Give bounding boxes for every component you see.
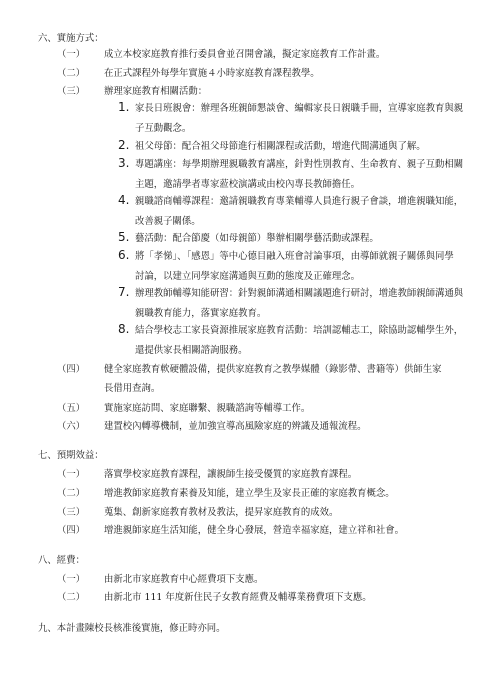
sub-item-3-line-1: 專題講座：每學期辦理親職教育講座，針對性別教育、生命教育、親子互動相關 xyxy=(135,159,464,170)
section-6-item-4-line-2: 長借用查詢。 xyxy=(104,383,161,394)
sub-item-3-number: 3. xyxy=(118,156,130,170)
sub-item-7-line-1: 辦理教師輔導知能研習：針對親師溝通相關議題進行研討，增進教師親師溝通與 xyxy=(135,288,464,299)
section-7-item-3-number: （三） xyxy=(57,507,86,518)
section-7-item-2-text: 增進教師家庭教育素養及知能，建立學生及家長正確的家庭教育概念。 xyxy=(104,488,395,499)
sub-item-5-line-1: 藝活動：配合節慶（如母親節）舉辦相關學藝活動或課程。 xyxy=(135,233,379,244)
section-6-item-4-line-1: 健全家庭教育軟硬體設備，提供家庭教育之教學媒體（錄影帶、書籍等）供師生家 xyxy=(104,364,442,375)
section-6-item-4-number: （四） xyxy=(57,364,86,375)
section-6-item-3-text: 辦理家庭教育相關活動： xyxy=(104,86,208,97)
sub-item-2-line-1: 祖父母節：配合祖父母節進行相關課程或活動，增進代間溝通與了解。 xyxy=(135,141,426,152)
section-7-item-1-number: （一） xyxy=(57,469,86,480)
sub-item-2-number: 2. xyxy=(118,138,130,152)
section-8-item-1-text: 由新北市家庭教育中心經費項下支應。 xyxy=(104,574,264,585)
sub-item-8-line-2: 還提供家長相關諮詢服務。 xyxy=(135,345,248,356)
sub-item-8-number: 8. xyxy=(118,322,130,336)
sub-item-5-number: 5. xyxy=(118,230,130,244)
section-6-item-5-text: 實施家庭訪問、家庭聯繫、親職諮詢等輔導工作。 xyxy=(104,403,311,414)
section-6-item-2-text: 在正式課程外每學年實施４小時家庭教育課程教學。 xyxy=(104,68,320,79)
sub-item-4-number: 4. xyxy=(118,193,130,207)
sub-item-6-line-2: 討論，以建立同學家庭溝通與互動的態度及正確理念。 xyxy=(135,271,361,282)
sub-item-4-line-1: 親職諮商輔導課程：邀請親職教育專業輔導人員進行親子會談，增進親職知能， xyxy=(135,196,464,207)
sub-item-7-line-2: 親職教育能力，落實家庭教育。 xyxy=(135,308,267,319)
sub-item-1-line-2: 子互動觀念。 xyxy=(135,123,192,134)
sub-item-7-number: 7. xyxy=(118,285,130,299)
section-7-item-4-number: （四） xyxy=(57,525,86,536)
section-6-item-2-number: （二） xyxy=(57,68,86,79)
sub-item-1-number: 1. xyxy=(118,100,130,114)
section-6-item-1-text: 成立本校家庭教育推行委員會並召開會議，擬定家庭教育工作計畫。 xyxy=(104,49,386,60)
section-8-item-1-number: （一） xyxy=(57,574,86,585)
section-6-item-3-number: （三） xyxy=(57,86,86,97)
section-6-heading: 六、實施方式： xyxy=(38,33,104,44)
section-7-heading: 七、預期效益： xyxy=(38,450,104,461)
section-6-item-6-text: 建置校內轉導機制，並加強宣導高風險家庭的辨識及通報流程。 xyxy=(104,421,367,432)
sub-item-6-number: 6. xyxy=(118,248,130,262)
section-6-item-1-number: （一） xyxy=(57,49,86,60)
section-7-item-1-text: 落實學校家庭教育課程，讓親師生接受優質的家庭教育課程。 xyxy=(104,469,358,480)
section-8-heading: 八、經費： xyxy=(38,555,85,566)
sub-item-1-line-1: 家長日班親會：辦理各班親師懇談會、編輯家長日親職手冊，宣導家庭教育與親 xyxy=(135,103,464,114)
section-7-item-3-text: 蒐集、創新家庭教育教材及教法，提昇家庭教育的成效。 xyxy=(104,507,339,518)
section-6-item-6-number: （六） xyxy=(57,421,86,432)
section-8-item-2-text: 由新北市 111 年度新住民子女教育經費及輔導業務費項下支應。 xyxy=(104,592,372,603)
sub-item-8-line-1: 結合學校志工家長資源推展家庭教育活動：培訓認輔志工，除協助認輔學生外， xyxy=(135,325,464,336)
sub-item-4-line-2: 改善親子關係。 xyxy=(135,216,201,227)
section-8-item-2-number: （二） xyxy=(57,592,86,603)
section-9-heading: 九、本計畫陳校長核准後實施，修正時亦同。 xyxy=(38,623,226,634)
sub-item-3-line-2: 主題，邀請學者專家蒞校演講或由校內專長教師擔任。 xyxy=(135,179,361,190)
section-6-item-5-number: （五） xyxy=(57,403,86,414)
section-7-item-2-number: （二） xyxy=(57,488,86,499)
section-7-item-4-text: 增進親師家庭生活知能，健全身心發展，營造幸福家庭，建立祥和社會。 xyxy=(104,525,405,536)
sub-item-6-line-1: 將「孝悌」、「感恩」等中心德目融入班會討論事項，由導師就親子關係與同學 xyxy=(135,251,454,262)
